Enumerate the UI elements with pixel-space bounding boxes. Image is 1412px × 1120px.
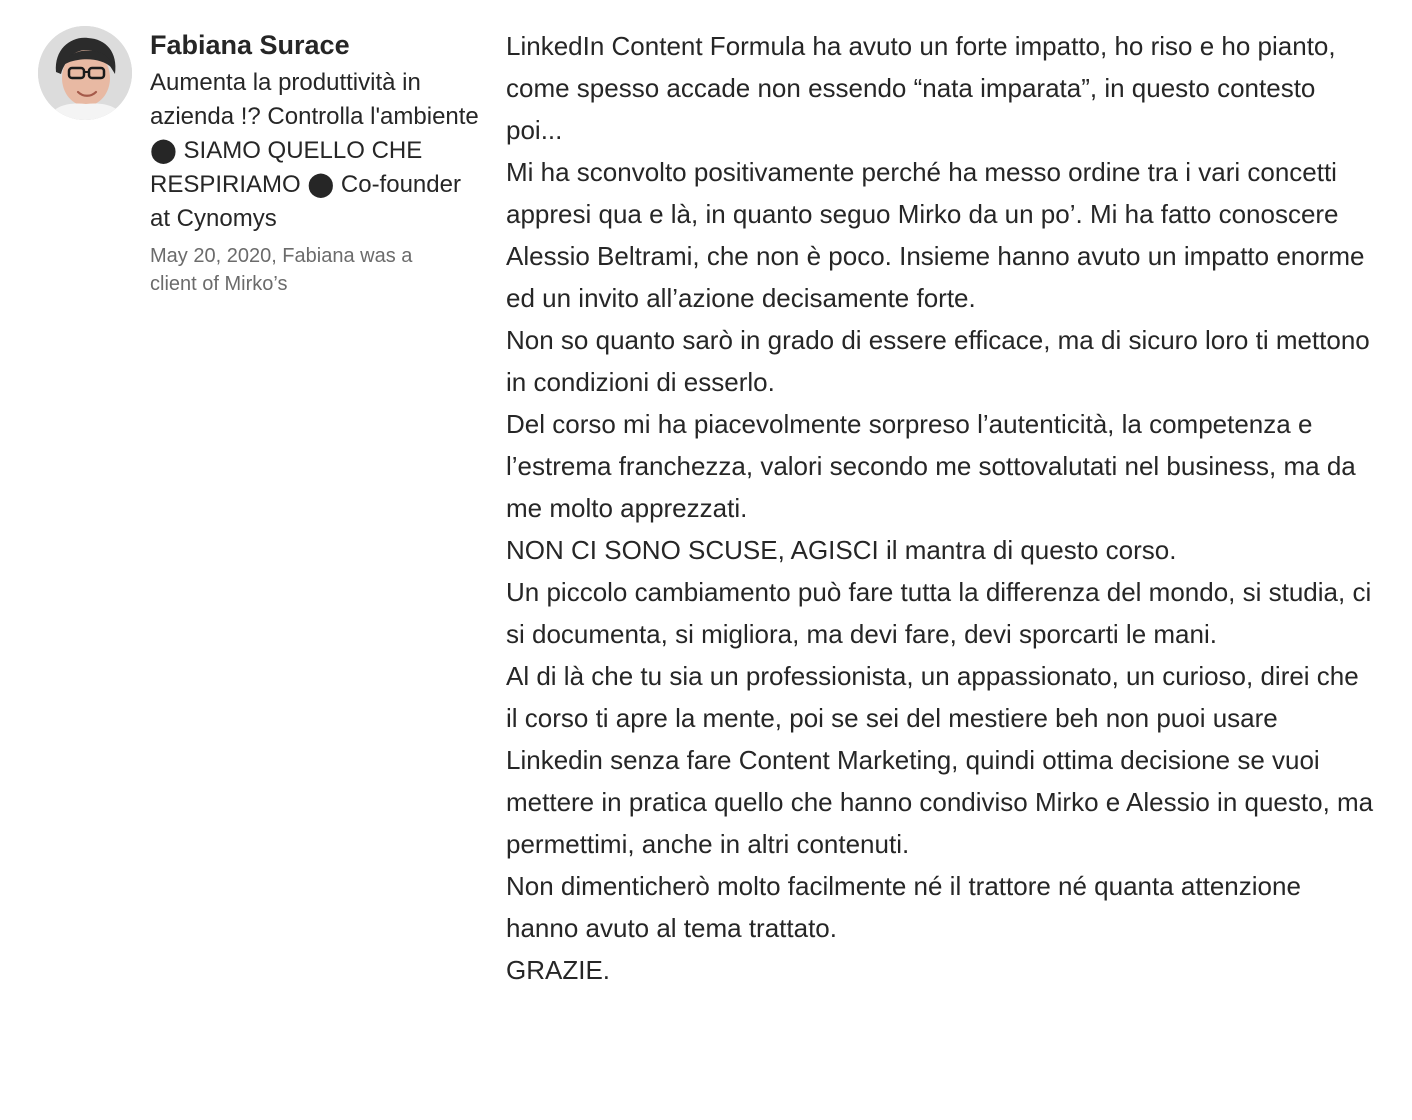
avatar-photo-icon: [38, 26, 132, 120]
recommendation-meta: May 20, 2020, Fabiana was a client of Mirko’s: [150, 245, 413, 295]
author-headline: Aumenta la produttività in azienda !? Controlla l'ambiente ⬤ SIAMO QUELLO CHE RESPIRIAMO ⬤ Co-founder at Cynomys: [150, 69, 479, 232]
recommendation-paragraph: NON CI SONO SCUSE, AGISCI il mantra di questo corso.: [506, 535, 1177, 565]
author-info: [150, 28, 480, 298]
recommendation-paragraph: Al di là che tu sia un professionista, un appassionato, un curioso, direi che il corso ti apre la mente, poi se sei del mestiere beh non puoi usare Linkedin senza fare Content Marketing, quindi ottima decisione se vuoi mettere in pratica quello che hanno condiviso Mirko e Alessio in questo, ma permettimi, anche in altri contenuti.: [506, 661, 1374, 859]
recommendation-paragraph: Non dimenticherò molto facilmente né il trattore né quanta attenzione hanno avuto al tema trattato.: [506, 871, 1301, 943]
recommendation-paragraph: Mi ha sconvolto positivamente perché ha messo ordine tra i vari concetti appresi qua e là, in quanto seguo Mirko da un po’. Mi ha fatto conoscere Alessio Beltrami, che non è poco. Insieme hanno avuto un impatto enorme ed un invito all’azione decisamente forte.: [506, 157, 1365, 313]
author-avatar[interactable]: [38, 26, 132, 120]
recommendation-paragraph: Del corso mi ha piacevolmente sorpreso l’autenticità, la competenza e l’estrema franchezza, valori secondo me sottovalutati nel business, ma da me molto apprezzati.: [506, 409, 1356, 523]
recommendation-paragraph: Un piccolo cambiamento può fare tutta la differenza del mondo, si studia, ci si documenta, si migliora, ma devi fare, devi sporcarti le mani.: [506, 577, 1372, 649]
author-name[interactable]: Fabiana Surace: [150, 30, 350, 60]
recommendation-text: [506, 25, 1376, 991]
recommendation-paragraph: LinkedIn Content Formula ha avuto un forte impatto, ho riso e ho pianto, come spesso accade non essendo “nata imparata”, in questo contesto poi...: [506, 31, 1336, 145]
recommendation-paragraph: Non so quanto sarò in grado di essere efficace, ma di sicuro loro ti mettono in condizioni di esserlo.: [506, 325, 1370, 397]
recommendation-paragraph: GRAZIE.: [506, 955, 611, 985]
